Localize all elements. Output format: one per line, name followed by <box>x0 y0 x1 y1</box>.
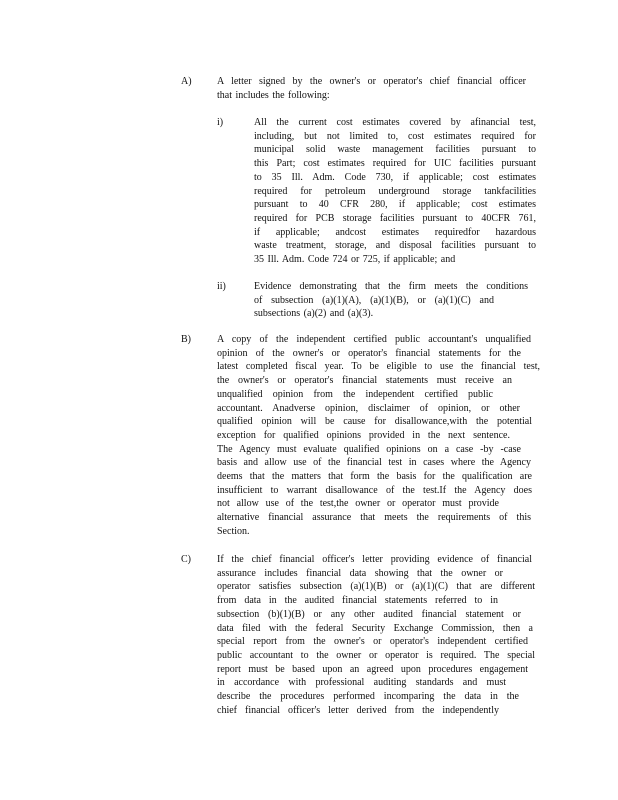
subitem-label-ii: ii) <box>217 281 226 292</box>
text-line: if applicable; andcost estimates requiredfor hazardous <box>254 226 536 238</box>
text-line: not allow use of the test,the owner or operator must provide <box>217 498 499 510</box>
text-line: exception for qualified opinions provided in the next sentence. <box>217 429 510 441</box>
text-line: of subsection (a)(1)(A), (a)(1)(B), or (a)(1)(C) and <box>254 294 494 306</box>
text-line: 35 Ill. Adm. Code 724 or 725, if applicable; and <box>254 254 456 266</box>
text-line: A letter signed by the owner's or operator's chief financial officer <box>217 76 526 87</box>
subitem-ii-text <box>254 280 528 321</box>
text-line: including, but not limited to, cost estimates required for <box>254 130 536 142</box>
text-line: in accordance with professional auditing standards and must <box>217 677 506 689</box>
section-b-text <box>217 333 540 539</box>
text-line: assurance includes financial data showing that the owner or <box>217 567 503 579</box>
text-line: operator satisfies subsection (a)(1)(B) or (a)(1)(C) that are different <box>217 581 535 593</box>
text-line: If the chief financial officer's letter providing evidence of financial <box>217 554 532 565</box>
text-line: from data in the audited financial statements referred to in <box>217 595 498 607</box>
section-a-text <box>217 75 526 102</box>
text-line: subsections (a)(2) and (a)(3). <box>254 308 374 320</box>
text-line: chief financial officer's letter derived from the independently <box>217 704 499 716</box>
text-line: alternative financial assurance that meets the requirements of this <box>217 512 531 524</box>
text-line: All the current cost estimates covered by afinancial test, <box>254 117 536 128</box>
text-line: data filed with the federal Security Exchange Commission, then a <box>217 622 533 634</box>
text-line: this Part; cost estimates required for UIC facilities pursuant <box>254 158 536 170</box>
section-label-c: C) <box>181 554 191 565</box>
text-line: municipal solid waste management facilities pursuant to <box>254 144 536 156</box>
text-line: pursuant to 40 CFR 280, if applicable; cost estimates <box>254 199 536 211</box>
text-line: special report from the owner's or operator's independent certified <box>217 636 528 648</box>
text-line: required for PCB storage facilities pursuant to 40CFR 761, <box>254 212 536 224</box>
text-line: Evidence demonstrating that the firm meets the conditions <box>254 281 528 292</box>
text-line: qualified opinion will be cause for disallowance,with the potential <box>217 416 532 428</box>
text-line: waste treatment, storage, and disposal facilities pursuant to <box>254 240 536 252</box>
text-line: A copy of the independent certified public accountant's unqualified <box>217 334 531 345</box>
subitem-i-text <box>254 116 536 267</box>
text-line: public accountant to the owner or operator is required. The special <box>217 649 535 661</box>
text-line: the owner's or operator's financial statements must receive an <box>217 375 512 387</box>
text-line: opinion of the owner's or operator's financial statements for the <box>217 347 521 359</box>
text-line: Section. <box>217 525 250 537</box>
section-label-b: B) <box>181 334 191 345</box>
text-line: insufficient to warrant disallowance of the test.If the Agency does <box>217 484 532 496</box>
text-line: that includes the following: <box>217 89 330 101</box>
text-line: basis and allow use of the financial test in cases where the Agency <box>217 457 531 469</box>
text-line: latest completed fiscal year. To be eligible to use the financial test, <box>217 361 540 373</box>
section-c-text <box>217 553 535 717</box>
text-line: accountant. Anadverse opinion, disclaimer of opinion, or other <box>217 402 520 414</box>
text-line: required for petroleum underground storage tankfacilities <box>254 185 536 197</box>
section-label-a: A) <box>181 76 192 87</box>
text-line: to 35 Ill. Adm. Code 730, if applicable; cost estimates <box>254 171 536 183</box>
text-line: subsection (b)(1)(B) or any other audited financial statement or <box>217 608 521 620</box>
text-line: unqualified opinion from the independent certified public <box>217 388 493 400</box>
text-line: deems that the matters that form the basis for the qualification are <box>217 471 532 483</box>
subitem-label-i: i) <box>217 117 224 128</box>
text-line: report must be based upon an agreed upon procedures engagement <box>217 663 528 675</box>
text-line: The Agency must evaluate qualified opinions on a case -by -case <box>217 443 521 455</box>
text-line: describe the procedures performed incomparing the data in the <box>217 691 519 703</box>
